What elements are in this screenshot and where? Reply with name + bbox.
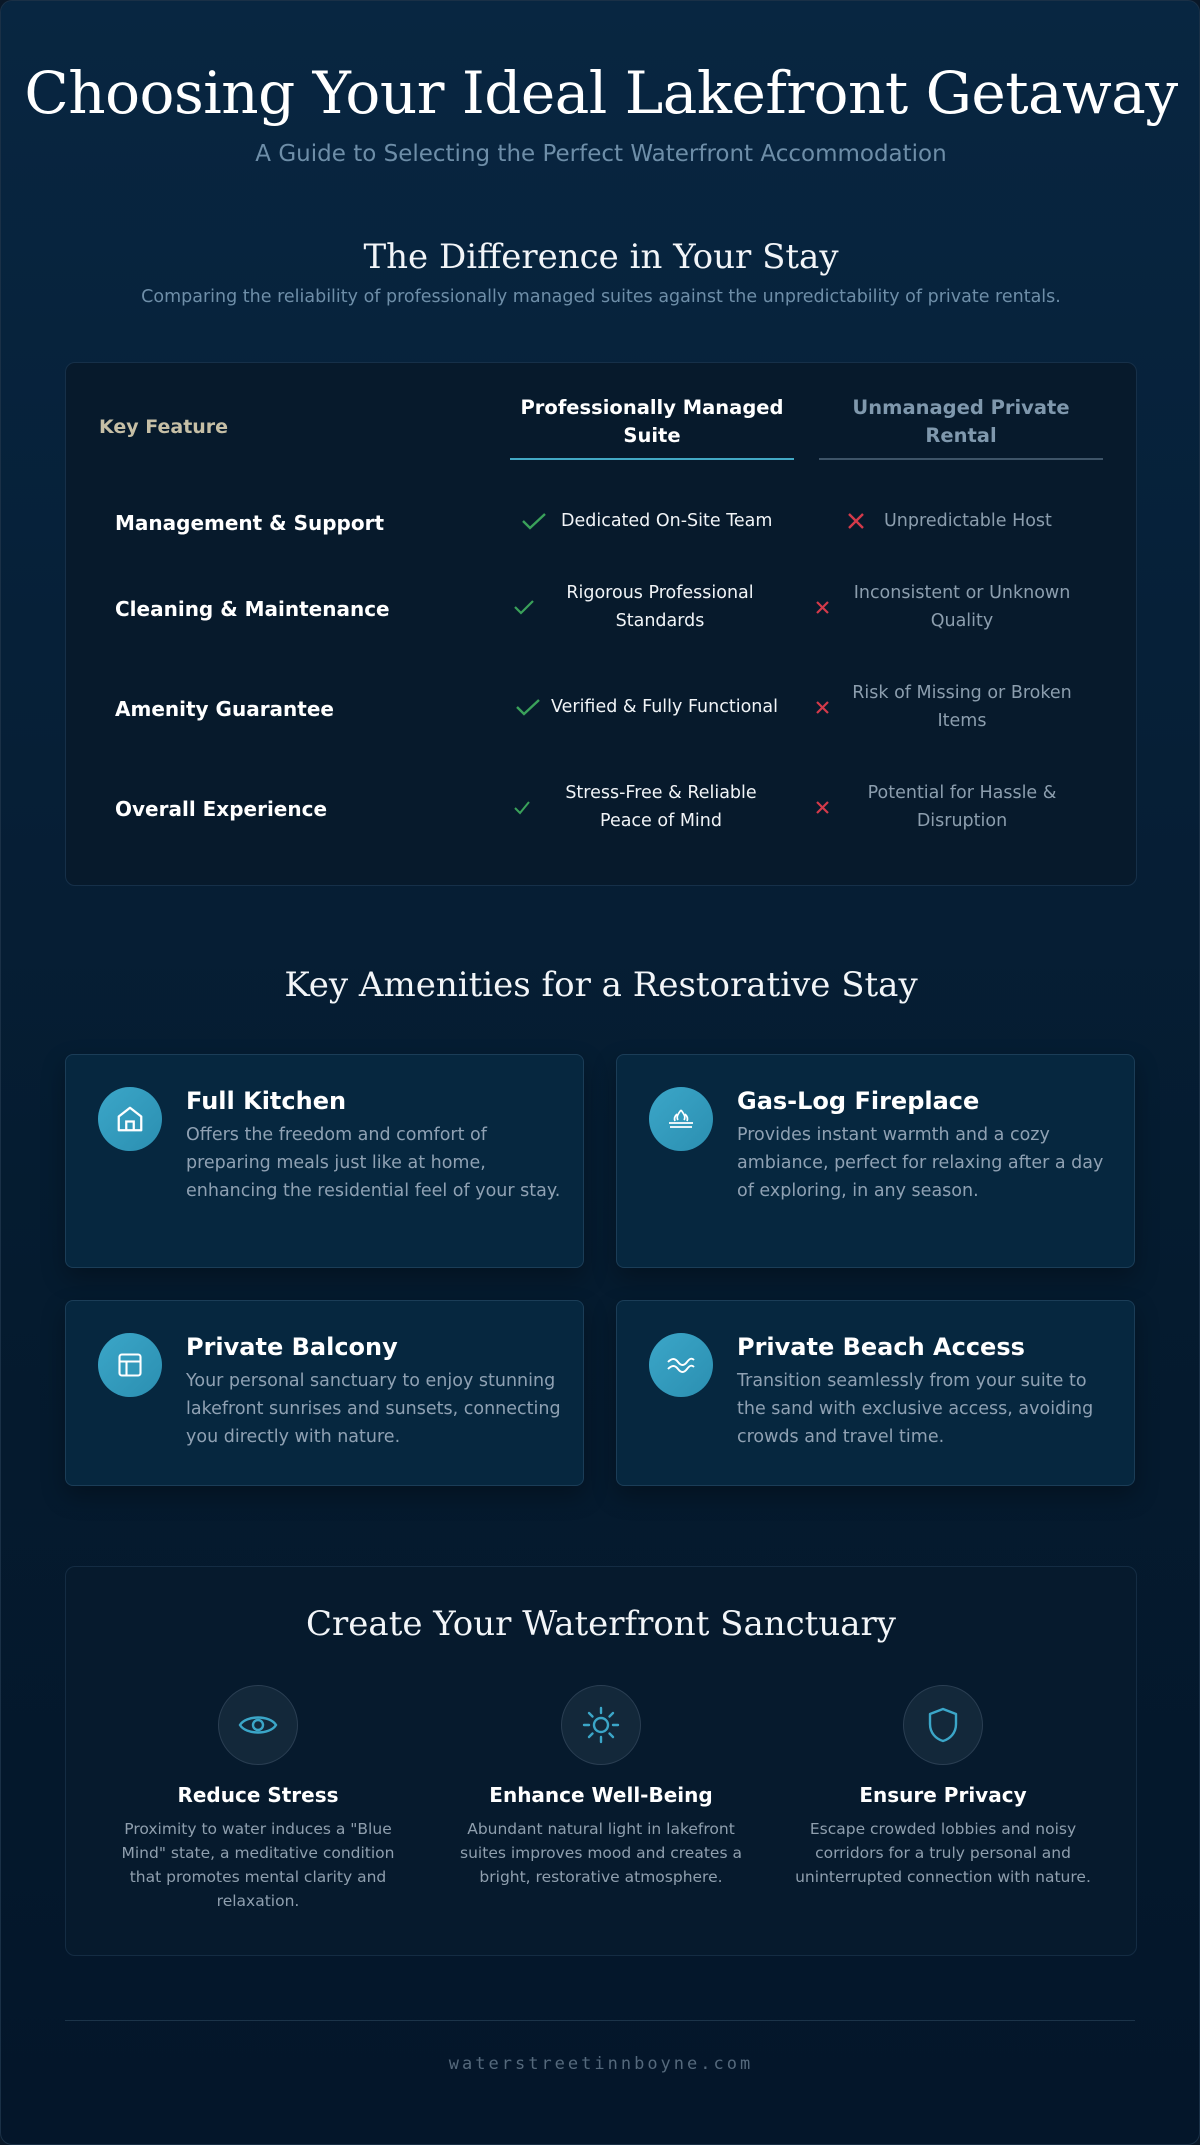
eye-icon <box>218 1685 298 1765</box>
column-header-feature: Key Feature <box>99 416 229 438</box>
row-unmanaged-cell <box>814 579 1087 635</box>
check-icon <box>513 800 531 815</box>
check-icon <box>515 697 541 717</box>
cross-icon <box>846 511 866 531</box>
cross-icon <box>814 599 831 616</box>
cross-icon <box>814 699 831 716</box>
amenity-title: Gas-Log Fireplace <box>737 1087 980 1115</box>
balcony-icon <box>98 1333 162 1397</box>
row-unmanaged-cell <box>814 779 1087 835</box>
page-subtitle: A Guide to Selecting the Perfect Waterfront Accommodation <box>255 141 947 167</box>
amenity-title: Full Kitchen <box>186 1087 347 1115</box>
row-unmanaged-text: Potential for Hassle & Disruption <box>867 783 1057 831</box>
column-header-unmanaged-underline <box>819 458 1103 460</box>
cross-icon <box>814 799 831 816</box>
amenity-title: Private Beach Access <box>737 1333 1025 1361</box>
comparison-title: The Difference in Your Stay <box>363 237 839 277</box>
amenity-card-fireplace <box>616 1054 1135 1268</box>
row-pro-text: Stress-Free & Reliable Peace of Mind <box>565 783 757 831</box>
benefit-title: Enhance Well-Being <box>489 1783 713 1807</box>
sun-icon <box>561 1685 641 1765</box>
row-unmanaged-text: Risk of Missing or Broken Items <box>852 683 1072 731</box>
amenity-desc: Your personal sanctuary to enjoy stunning lakefront sunrises and sunsets, connecting you directly with nature. <box>186 1371 561 1447</box>
row-pro-cell <box>513 779 771 835</box>
benefit-desc: Proximity to water induces a "Blue Mind" state, a meditative condition that promotes mental clarity and relaxation. <box>121 1820 395 1910</box>
row-feature-label: Amenity Guarantee <box>115 697 334 721</box>
benefit-desc: Escape crowded lobbies and noisy corridors for a truly personal and uninterrupted connection with nature. <box>795 1820 1091 1886</box>
fireplace-icon <box>649 1087 713 1151</box>
row-pro-text: Dedicated On-Site Team <box>561 511 773 531</box>
amenity-card-beach <box>616 1300 1135 1486</box>
amenity-desc: Transition seamlessly from your suite to the sand with exclusive access, avoiding crowds and travel time. <box>737 1371 1094 1447</box>
row-pro-cell <box>515 693 778 721</box>
home-icon <box>98 1087 162 1151</box>
comparison-subtitle: Comparing the reliability of professionally managed suites against the unpredictability of private rentals. <box>141 287 1061 307</box>
sanctuary-title: Create Your Waterfront Sanctuary <box>306 1604 896 1644</box>
amenity-card-balcony <box>65 1300 584 1486</box>
row-unmanaged-text: Unpredictable Host <box>884 511 1052 531</box>
footer-divider <box>65 2020 1135 2021</box>
row-pro-cell <box>513 579 765 635</box>
row-pro-text: Rigorous Professional Standards <box>566 583 754 631</box>
row-unmanaged-text: Inconsistent or Unknown Quality <box>853 583 1071 631</box>
shield-icon <box>903 1685 983 1765</box>
amenity-desc: Offers the freedom and comfort of preparing meals just like at home, enhancing the residential feel of your stay. <box>186 1125 561 1201</box>
row-feature-label: Overall Experience <box>115 797 328 821</box>
waves-icon <box>649 1333 713 1397</box>
page-title: Choosing Your Ideal Lakefront Getaway <box>24 59 1178 127</box>
benefit-well-being <box>441 1685 761 1889</box>
column-header-pro: Professionally Managed Suite <box>520 396 784 447</box>
row-feature-label: Management & Support <box>115 511 385 535</box>
check-icon <box>513 598 535 616</box>
benefit-title: Reduce Stress <box>177 1783 339 1807</box>
row-unmanaged-cell <box>814 679 1087 735</box>
amenities-title: Key Amenities for a Restorative Stay <box>284 965 918 1005</box>
amenity-title: Private Balcony <box>186 1333 398 1361</box>
benefit-desc: Abundant natural light in lakefront suites improves mood and creates a bright, restorative atmosphere. <box>460 1820 742 1886</box>
row-pro-cell <box>521 507 772 535</box>
row-feature-label: Cleaning & Maintenance <box>115 597 390 621</box>
benefit-title: Ensure Privacy <box>859 1783 1027 1807</box>
benefit-reduce-stress <box>98 1685 418 1913</box>
amenity-card-kitchen <box>65 1054 584 1268</box>
benefit-privacy <box>783 1685 1103 1889</box>
amenity-desc: Provides instant warmth and a cozy ambiance, perfect for relaxing after a day of exploring, in any season. <box>737 1125 1104 1201</box>
check-icon <box>521 511 547 531</box>
footer-url[interactable]: waterstreetinnboyne.com <box>448 2054 754 2074</box>
column-header-pro-underline <box>510 458 794 460</box>
row-unmanaged-cell <box>846 507 1052 535</box>
column-header-unmanaged: Unmanaged Private Rental <box>852 396 1070 447</box>
row-pro-text: Verified & Fully Functional <box>551 697 778 717</box>
